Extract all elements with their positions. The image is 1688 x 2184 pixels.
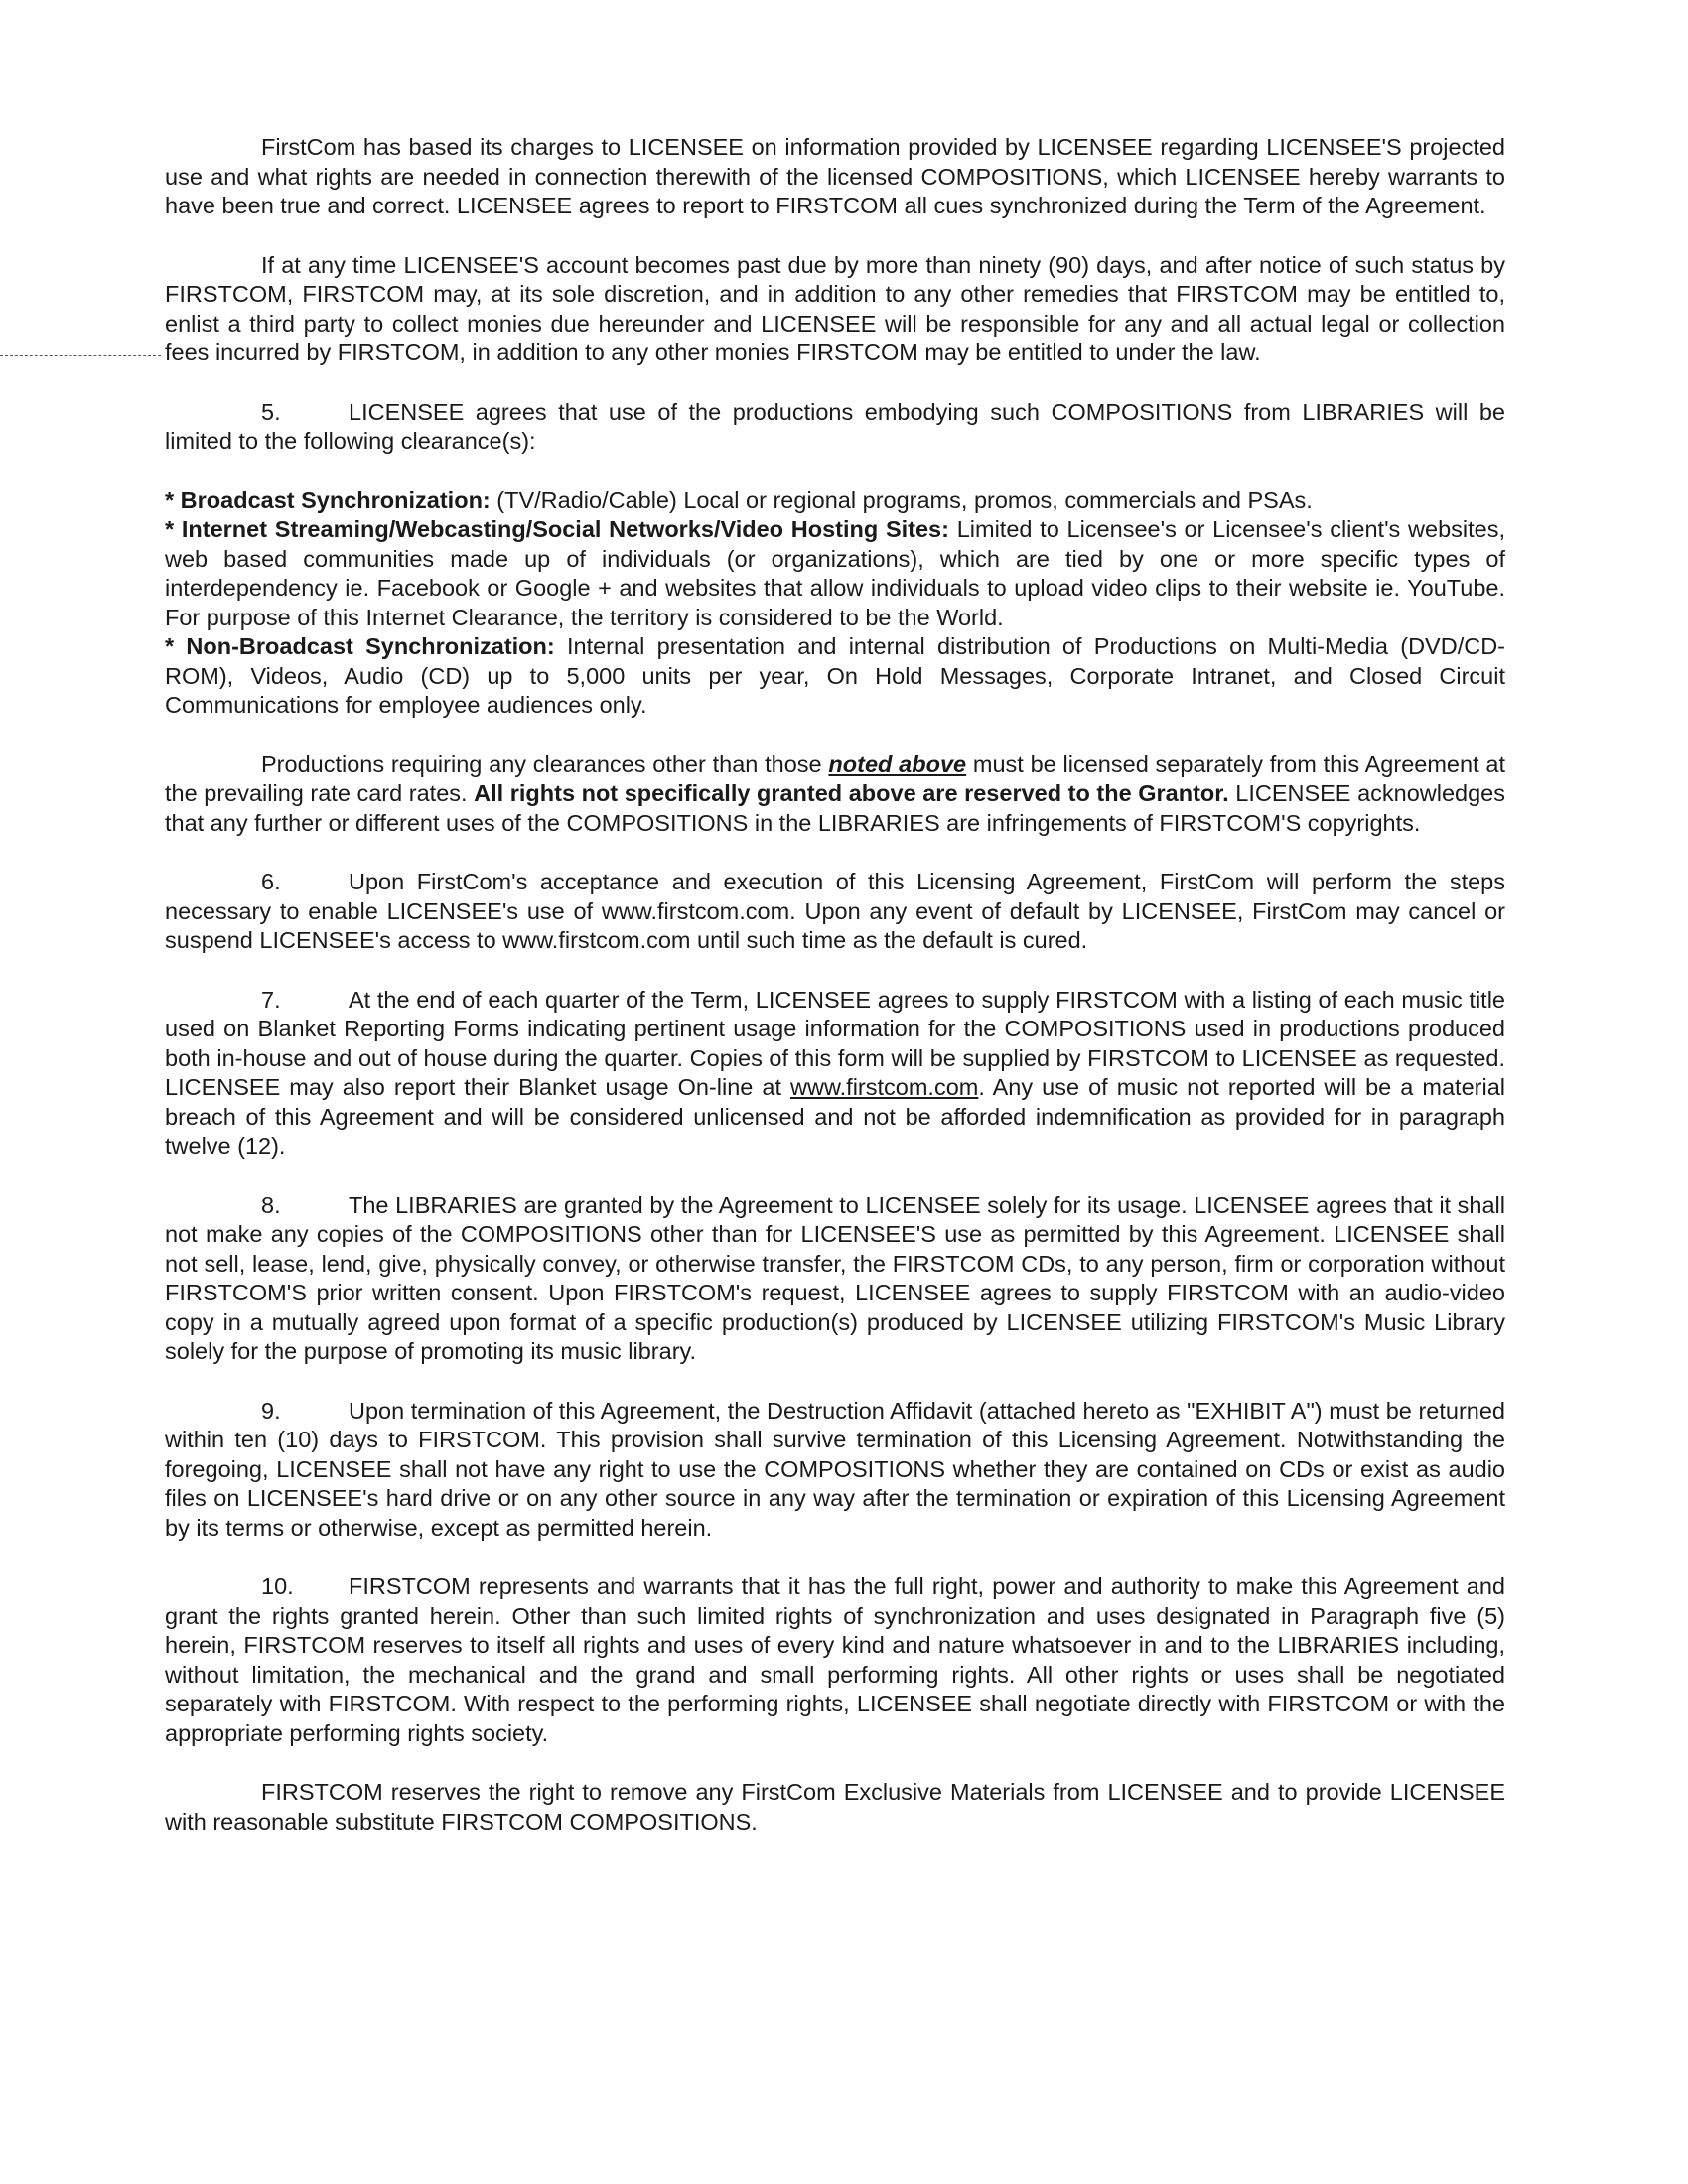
emphasis-noted-above: noted above [828, 751, 967, 777]
paragraph-text: FIRSTCOM reserves the right to remove any FirstCom Exclusive Materials from LICENSEE and to provide LICENSEE with reasonable substitute FIRSTCOM COMPOSITIONS. [165, 1779, 1505, 1835]
paragraph-text: must be licensed separately from this Agreement at the prevailing rate card rates. [165, 751, 1505, 806]
paragraph-past-due [165, 251, 1505, 368]
paragraph-remove-materials [165, 1778, 1505, 1837]
section-text: The LIBRARIES are granted by the Agreement to LICENSEE solely for its usage. LICENSEE agrees that it shall not make any copies of the COMPOSITIONS other than for LICENSEE'S use as permitted by this Agreement. LICENSEE shall not sell, lease, lend, give, physically convey, or otherwise transfer, the FIRSTCOM CDs, to any person, firm or corporation without FIRSTCOM'S prior written consent. Upon FIRSTCOM's request, LICENSEE agrees to supply FIRSTCOM with an audio-video copy in a mutually agreed upon format of a specific production(s) produced by LICENSEE utilizing FIRSTCOM's Music Library solely for the purpose of promoting its music library. [165, 1191, 1505, 1364]
section-number: 10. [261, 1573, 294, 1599]
clearance-label: * Internet Streaming/Webcasting/Social Networks/Video Hosting Sites: [165, 516, 949, 542]
clearance-text: Internal presentation and internal distribution of Productions on Multi-Media (DVD/CD-ROM), Videos, Audio (CD) up to 5,000 units per year, On Hold Messages, Corporate Intranet, and Closed Circuit Communications for employee audiences only. [165, 633, 1505, 718]
section-text: Upon FirstCom's acceptance and execution of this Licensing Agreement, FirstCom will perform the steps necessary to enable LICENSEE's use of www.firstcom.com. Upon any event of default by LICENSEE, FirstCom may cancel or suspend LICENSEE's access to www.firstcom.com until such time as the default is cured. [165, 869, 1505, 953]
website-link[interactable]: www.firstcom.com [790, 1074, 979, 1100]
section-text: At the end of each quarter of the Term, LICENSEE agrees to supply FIRSTCOM with a listing of each music title used on Blanket Reporting Forms indicating pertinent usage information for the COMPOSITIONS used in productions produced both in-house and out of house during the quarter. Copies of this form will be supplied by FIRSTCOM to LICENSEE as requested. LICENSEE may also report their Blanket usage On-line at [165, 986, 1505, 1100]
clearance-text: Limited to Licensee's or Licensee's client's websites, web based communities made up of individuals (or organizations), which are tied by one or more specific types of interdependency ie. Facebook or Google + and websites that allow individuals to upload video clips to their website ie. YouTube. For purpose of this Internet Clearance, the territory is considered to be the World. [165, 516, 1506, 630]
section-8 [165, 1191, 1505, 1367]
clearance-broadcast [165, 486, 1505, 516]
paragraph-charges [165, 133, 1505, 221]
paragraph-text: LICENSEE acknowledges that any further or different uses of the COMPOSITIONS in the LIBRARIES are infringements of FIRSTCOM'S copyrights. [165, 780, 1505, 836]
section-5 [165, 398, 1505, 457]
section-number: 5. [261, 398, 281, 425]
paragraph-productions [165, 751, 1505, 839]
scan-artifact-line [0, 355, 161, 356]
clearance-label: * Broadcast Synchronization: [165, 486, 491, 513]
section-number: 6. [261, 869, 281, 894]
section-6 [165, 868, 1505, 956]
section-number: 7. [261, 986, 281, 1013]
document-page [165, 133, 1505, 1866]
section-text: Upon termination of this Agreement, the Destruction Affidavit (attached hereto as "EXHIBIT A") must be returned within ten (10) days to FIRSTCOM. This provision shall survive termination of this Licensing Agreement. Notwithstanding the foregoing, LICENSEE shall not have any right to use the COMPOSITIONS whether they are contained on CDs or exist as audio files on LICENSEE's hard drive or on any other source in any way after the termination or expiration of this Licensing Agreement by its terms or otherwise, except as permitted herein. [165, 1397, 1505, 1541]
paragraph-text: FirstCom has based its charges to LICENSEE on information provided by LICENSEE regarding LICENSEE'S projected use and what rights are needed in connection therewith of the licensed COMPOSITIONS, which LICENSEE hereby warrants to have been true and correct. LICENSEE agrees to report to FIRSTCOM all cues synchronized during the Term of the Agreement. [165, 134, 1505, 218]
clearance-list [165, 486, 1505, 721]
paragraph-text: Productions requiring any clearances other than those [261, 751, 829, 777]
clearance-non-broadcast [165, 632, 1505, 721]
section-text: . Any use of music not reported will be a material breach of this Agreement and will be considered unlicensed and not be afforded indemnification as provided for in paragraph twelve (12). [165, 1074, 1505, 1159]
paragraph-text: If at any time LICENSEE'S account becomes past due by more than ninety (90) days, and after notice of such status by FIRSTCOM, FIRSTCOM may, at its sole discretion, and in addition to any other remedies that FIRSTCOM may be entitled to, enlist a third party to collect monies due hereunder and LICENSEE will be responsible for any and all actual legal or collection fees incurred by FIRSTCOM, in addition to any other monies FIRSTCOM may be entitled to under the law. [165, 251, 1505, 365]
section-10 [165, 1572, 1505, 1748]
clearance-text: (TV/Radio/Cable) Local or regional programs, promos, commercials and PSAs. [490, 486, 1313, 513]
clearance-label: * Non-Broadcast Synchronization: [165, 633, 555, 659]
section-number: 9. [261, 1397, 281, 1424]
clearance-internet [165, 515, 1505, 632]
section-9 [165, 1397, 1505, 1544]
section-number: 8. [261, 1191, 281, 1218]
rights-reserved-statement: All rights not specifically granted above are reserved to the Grantor. [474, 780, 1229, 806]
section-7 [165, 986, 1505, 1161]
section-text: FIRSTCOM represents and warrants that it has the full right, power and authority to make this Agreement and grant the rights granted herein. Other than such limited rights of synchronization and uses designated in Paragraph five (5) herein, FIRSTCOM reserves to itself all rights and uses of every kind and nature whatsoever in and to the LIBRARIES including, without limitation, the mechanical and the grand and small performing rights. All other rights or uses shall be negotiated separately with FIRSTCOM. With respect to the performing rights, LICENSEE shall negotiate directly with FIRSTCOM or with the appropriate performing rights society. [165, 1573, 1505, 1746]
section-text: LICENSEE agrees that use of the productions embodying such COMPOSITIONS from LIBRARIES will be limited to the following clearance(s): [165, 398, 1505, 454]
